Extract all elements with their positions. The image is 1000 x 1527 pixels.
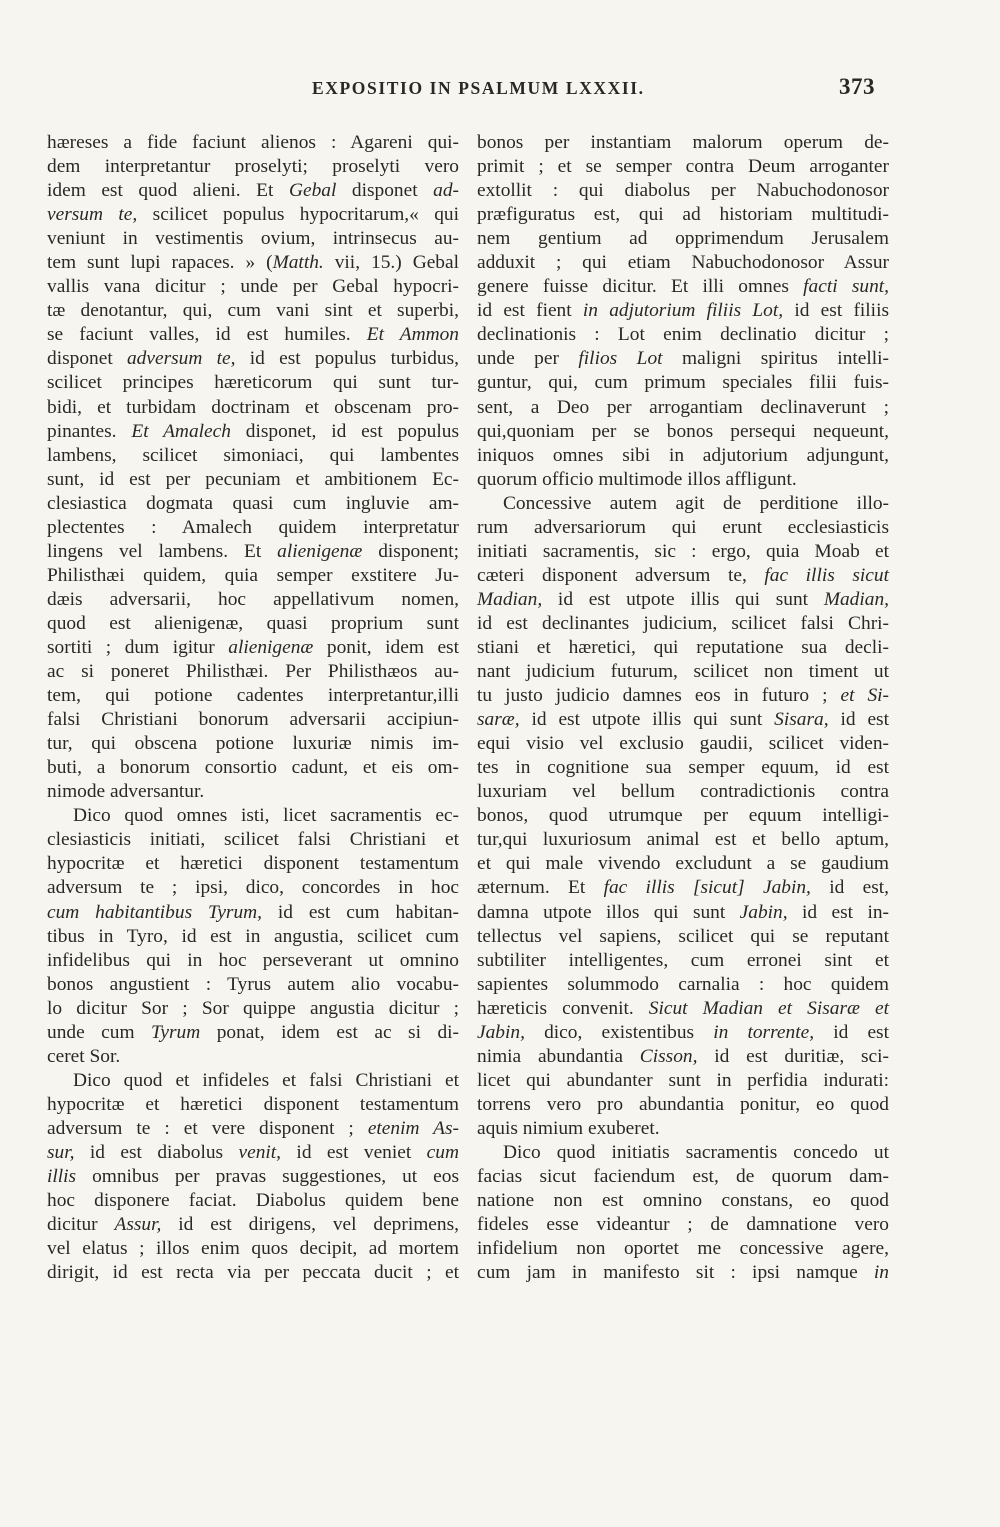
text-line: licet qui abundanter sunt in perfidia indurati:	[477, 1069, 889, 1091]
text-line: plectentes : Amalech quidem interpretatur	[47, 516, 459, 538]
text-line: extollit : qui diabolus per Nabuchodonosor	[477, 180, 889, 202]
text-line: aquis nimium exuberet.	[477, 1117, 660, 1139]
text-line: dæis adversarii, hoc appellativum nomen,	[47, 588, 459, 610]
text-line: dem interpretantur proselyti; proselyti vero	[47, 156, 459, 178]
text-line: qui,quoniam per se bonos persequi nequeunt,	[477, 420, 889, 442]
text-line: genere fuisse dicitur. Et illi omnes facti sunt,	[477, 276, 889, 298]
text-line: se faciunt valles, id est humiles. Et Ammon	[47, 324, 459, 346]
text-line: torrens vero pro abundantia ponitur, eo quod	[477, 1093, 889, 1115]
text-line: vel elatus ; illos enim quos decipit, ad mortem	[47, 1238, 459, 1260]
text-line: hypocritæ et hæretici disponent testamentum	[47, 853, 459, 875]
text-line: hæreticis convenit. Sicut Madian et Sisaræ et	[477, 997, 889, 1019]
text-line: sent, a Deo per arrogantiam declinaverunt ;	[477, 396, 889, 418]
text-line: primit ; et se semper contra Deum arroganter	[477, 156, 889, 178]
text-line: infidelium non oportet me concessive agere,	[477, 1238, 889, 1260]
text-line: Dico quod initiatis sacramentis concedo ut	[503, 1141, 889, 1163]
text-line: luxuriam vel bellum contradictionis contra	[477, 781, 889, 803]
text-line: damna utpote illos qui sunt Jabin, id est in-	[477, 901, 889, 923]
text-line: sapientes solummodo carnalia : hoc quidem	[477, 973, 889, 995]
text-line: Dico quod et infideles et falsi Christiani et	[73, 1069, 459, 1091]
text-line: initiati sacramentis, sic : ergo, quia Moab et	[477, 540, 889, 562]
text-line: nimode adversantur.	[47, 781, 205, 803]
text-line: guntur, qui, cum primum speciales filii fuis-	[477, 372, 889, 394]
text-line: pinantes. Et Amalech disponet, id est populus	[47, 420, 459, 442]
text-line: et qui male vivendo excludunt a se gaudium	[477, 853, 889, 875]
text-line: cæteri disponent adversum te, fac illis sicut	[477, 564, 889, 586]
text-line: unde per filios Lot maligni spiritus intelli-	[477, 348, 889, 370]
text-line: dirigit, id est recta via per peccata ducit ; et	[47, 1262, 459, 1284]
text-line: buti, a bonorum consortio cadunt, et eis om-	[47, 757, 459, 779]
text-line: sortiti ; dum igitur alienigenæ ponit, idem est	[47, 636, 459, 658]
text-line: præfiguratus est, qui ad historiam multitudi-	[477, 204, 889, 226]
text-line: Jabin, dico, existentibus in torrente, id est	[477, 1021, 889, 1043]
text-line: tæ denotantur, qui, cum vani sint et superbi,	[47, 300, 459, 322]
text-line: adversum te ; ipsi, dico, concordes in hoc	[47, 877, 459, 899]
text-line: sur, id est diabolus venit, id est veniet cum	[47, 1141, 459, 1163]
text-line: versum te, scilicet populus hypocritarum,« qui	[47, 204, 460, 226]
text-line: id est fient in adjutorium filiis Lot, id est filiis	[477, 300, 889, 322]
text-line: bonos angustient : Tyrus autem alio vocabu-	[47, 973, 459, 995]
text-line: sunt, id est per pecuniam et ambitionem Ec-	[47, 468, 459, 490]
text-line: veniunt in vestimentis ovium, intrinsecus au-	[47, 228, 459, 250]
text-line: bonos, quod utrumque per equum intelligi-	[477, 805, 889, 827]
text-line: Philisthæi quidem, quia semper exstitere Ju-	[47, 564, 459, 586]
page-number: 373	[839, 74, 875, 99]
text-line: adduxit ; qui etiam Nabuchodonosor Assur	[477, 252, 889, 274]
text-line: tes in cognitione sua semper equum, id est	[477, 757, 889, 779]
text-line: cum jam in manifesto sit : ipsi namque in	[477, 1262, 889, 1284]
text-line: disponet adversum te, id est populus turbidus,	[47, 348, 459, 370]
text-line: Concessive autem agit de perditione illo-	[503, 492, 889, 514]
text-line: tur,qui luxuriosum animal est et bello aptum,	[477, 829, 889, 851]
text-line: infidelibus qui in hoc perseverant ut omnino	[47, 949, 459, 971]
text-line: hoc disponere faciat. Diabolus quidem bene	[47, 1190, 459, 1212]
running-head	[0, 74, 1000, 104]
text-line: lingens vel lambens. Et alienigenæ disponent;	[47, 540, 459, 562]
text-line: ac si poneret Philisthæi. Per Philisthæos au-	[47, 661, 459, 683]
text-line: equi visio vel exclusio gaudii, scilicet viden-	[477, 733, 889, 755]
text-line: tibus in Tyro, id est in angustia, scilicet cum	[47, 925, 459, 947]
text-line: æternum. Et fac illis [sicut] Jabin, id est,	[477, 877, 889, 899]
text-line: nem gentium ad opprimendum Jerusalem	[477, 228, 889, 250]
text-line: unde cum Tyrum ponat, idem est ac si di-	[47, 1021, 459, 1043]
text-line: lambens, scilicet simoniaci, qui lambentes	[47, 444, 459, 466]
text-line: cum habitantibus Tyrum, id est cum habitan-	[47, 901, 459, 923]
text-line: quorum officio multimode illos affligunt.	[477, 468, 797, 490]
left-column	[47, 131, 459, 1285]
text-line: hypocritæ et hæretici disponent testamentum	[47, 1093, 459, 1115]
text-line: quod est alienigenæ, quasi proprium sunt	[47, 612, 459, 634]
text-line: nant judicium futurum, scilicet non timent ut	[477, 661, 889, 683]
text-line: hæreses a fide faciunt alienos : Agareni qui-	[47, 132, 459, 153]
text-line: clesiasticis initiati, scilicet falsi Christiani et	[47, 829, 459, 851]
text-line: ceret Sor.	[47, 1045, 121, 1067]
text-line: bidi, et turbidam doctrinam et obscenam pro-	[47, 396, 459, 418]
text-line: lo dicitur Sor ; Sor quippe angustia dicitur ;	[47, 997, 459, 1019]
text-line: iniquos omnes sibi in adjutorium adjungunt,	[477, 444, 889, 466]
text-line: id est declinantes judicium, scilicet falsi Chri-	[477, 612, 889, 634]
text-line: fideles esse videantur ; de damnatione vero	[477, 1214, 889, 1236]
text-line: tu justo judicio damnes eos in futuro ; et Si-	[477, 685, 889, 707]
text-line: dicitur Assur, id est dirigens, vel deprimens,	[47, 1214, 459, 1236]
text-line: Dico quod omnes isti, licet sacramentis ec-	[73, 805, 459, 827]
text-line: bonos per instantiam malorum operum de-	[477, 132, 889, 153]
text-line: illis omnibus per pravas suggestiones, ut eos	[47, 1166, 459, 1188]
text-line: saræ, id est utpote illis qui sunt Sisara, id est	[477, 709, 889, 731]
text-line: tur, qui obscena potione luxuriæ nimis im-	[47, 733, 459, 755]
text-line: natione non est omnino constans, eo quod	[477, 1190, 889, 1212]
text-line: facias sicut faciendum est, de quorum dam-	[477, 1166, 889, 1188]
text-line: stiani et hæretici, qui reputatione sua decli-	[477, 636, 889, 658]
text-line: scilicet principes hæreticorum qui sunt tur-	[47, 372, 459, 394]
text-line: subtiliter intelligentes, cum erronei sint et	[477, 949, 889, 971]
text-line: tellectus vel sapiens, scilicet qui se reputant	[477, 925, 889, 947]
text-line: tem sunt lupi rapaces. » (Matth. vii, 15.) Gebal	[47, 252, 459, 274]
text-line: Madian, id est utpote illis qui sunt Madian,	[477, 588, 889, 610]
right-column	[477, 131, 889, 1285]
text-line: clesiastica dogmata quasi cum ingluvie am-	[47, 492, 459, 514]
running-title: EXPOSITIO IN PSALMUM LXXXII.	[312, 78, 645, 98]
text-line: tem, qui potione cadentes interpretantur,illi	[47, 685, 459, 707]
text-line: adversum te : et vere disponent ; etenim As-	[47, 1117, 459, 1139]
text-line: falsi Christiani bonorum adversarii accipiun-	[47, 709, 459, 731]
text-line: rum adversariorum qui erunt ecclesiasticis	[477, 516, 889, 538]
text-line: vallis vana dicitur ; unde per Gebal hypocri-	[47, 276, 459, 298]
text-line: declinationis : Lot enim declinatio dicitur ;	[477, 324, 889, 346]
text-line: idem est quod alieni. Et Gebal disponet ad-	[47, 180, 459, 202]
text-line: nimia abundantia Cisson, id est duritiæ, sci-	[477, 1045, 889, 1067]
